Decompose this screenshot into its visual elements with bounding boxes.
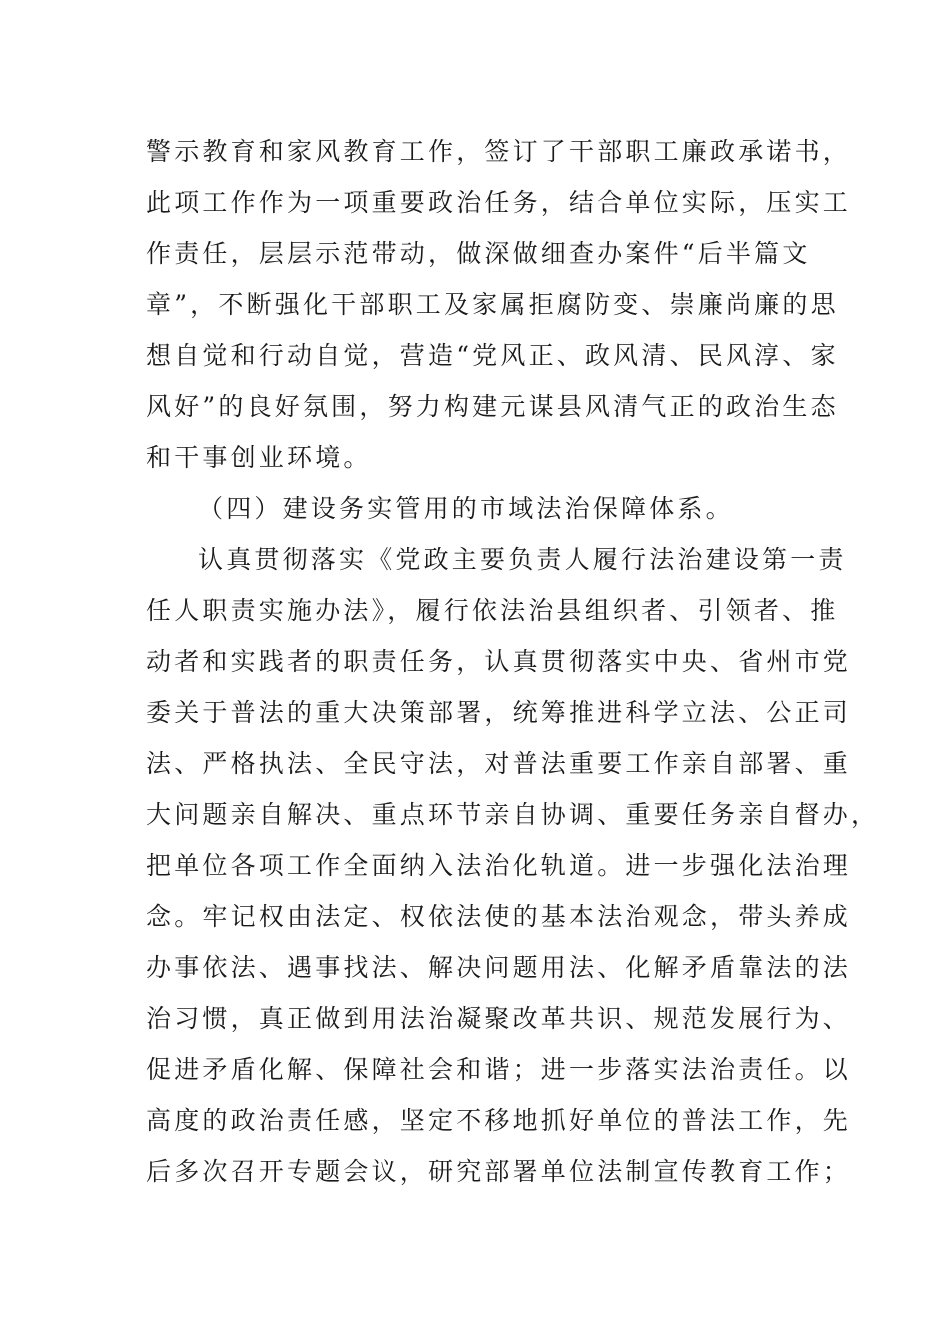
section-heading: （四）建设务实管用的市域法治保障体系。: [198, 494, 734, 523]
text-line: 想自觉和行动自觉，营造“党风正、政风清、民风淳、家: [146, 341, 839, 370]
text-line: 念。牢记权由法定、权依法使的基本法治观念，带头养成: [146, 902, 852, 931]
text-line: 高度的政治责任感，坚定不移地抓好单位的普法工作，先: [146, 1106, 852, 1135]
text-line: 作责任，层层示范带动，做深做细查办案件“后半篇文: [146, 239, 811, 268]
text-line: 此项工作作为一项重要政治任务，结合单位实际，压实工: [146, 188, 852, 217]
text-line: 治习惯，真正做到用法治凝聚改革共识、规范发展行为、: [146, 1004, 852, 1033]
text-line: 大问题亲自解决、重点环节亲自协调、重要任务亲自督办，: [146, 800, 880, 829]
text-line: 和干事创业环境。: [146, 443, 372, 472]
body-text: [146, 126, 880, 1197]
text-line: 法、严格执法、全民守法，对普法重要工作亲自部署、重: [146, 749, 852, 778]
text-line: 促进矛盾化解、保障社会和谐；进一步落实法治责任。以: [146, 1055, 852, 1084]
text-line: 办事依法、遇事找法、解决问题用法、化解矛盾靠法的法: [146, 953, 852, 982]
text-line: 章”，不断强化干部职工及家属拒腐防变、崇廉尚廉的思: [146, 290, 839, 319]
text-line: 动者和实践者的职责任务，认真贯彻落实中央、省州市党: [146, 647, 852, 676]
text-line: 警示教育和家风教育工作，签订了干部职工廉政承诺书，: [146, 137, 852, 166]
text-line: 风好”的良好氛围，努力构建元谋县风清气正的政治生态: [146, 392, 839, 421]
text-line: 认真贯彻落实《党政主要负责人履行法治建设第一责: [198, 545, 847, 574]
text-line: 委关于普法的重大决策部署，统筹推进科学立法、公正司: [146, 698, 852, 727]
text-line: 把单位各项工作全面纳入法治化轨道。进一步强化法治理: [146, 851, 852, 880]
text-line: 后多次召开专题会议，研究部署单位法制宣传教育工作；: [146, 1157, 852, 1186]
text-line: 任人职责实施办法》，履行依法治县组织者、引领者、推: [146, 596, 839, 625]
